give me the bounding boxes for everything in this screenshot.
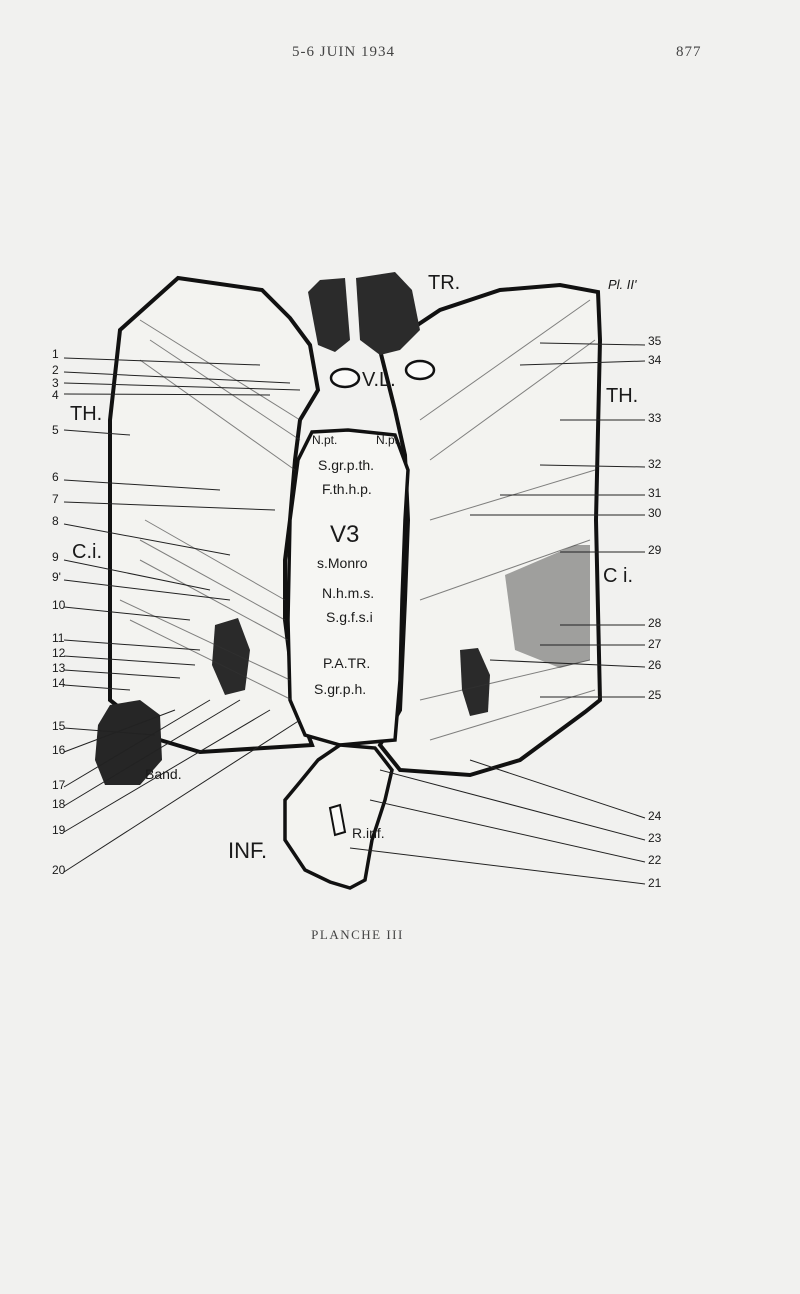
- num-right-28: 28: [648, 616, 662, 630]
- label-nhms: N.h.m.s.: [322, 585, 375, 601]
- label-band: Band.: [145, 766, 182, 782]
- vl-cavity-left: [331, 369, 359, 387]
- num-left-16: 16: [52, 743, 66, 757]
- num-left-13: 13: [52, 661, 66, 675]
- num-left-6: 6: [52, 470, 59, 484]
- label-ci-right: C i.: [603, 565, 633, 587]
- num-right-24: 24: [648, 809, 662, 823]
- label-sgfsi: S.g.f.s.i: [326, 609, 373, 625]
- label-ci-left: C.i.: [72, 541, 102, 563]
- num-left-7: 7: [52, 492, 59, 506]
- num-right-25: 25: [648, 688, 662, 702]
- label-sgrph: S.gr.p.h.: [314, 681, 367, 697]
- num-left-9prime: 9': [52, 570, 61, 584]
- label-patr: P.A.TR.: [323, 655, 371, 671]
- num-left-17: 17: [52, 778, 66, 792]
- header-date: 5-6 JUIN 1934: [292, 44, 395, 60]
- label-rinf: R.inf.: [352, 825, 385, 841]
- num-left-3: 3: [52, 376, 59, 390]
- label-tr: TR.: [428, 272, 461, 294]
- label-v3: V3: [330, 521, 360, 548]
- numbers-left: [52, 347, 66, 877]
- fornix-left-pillar: [308, 278, 350, 352]
- vl-cavity-right: [406, 361, 434, 379]
- num-left-8: 8: [52, 514, 59, 528]
- num-right-35: 35: [648, 334, 662, 348]
- label-npt-left: N.pt.: [312, 433, 338, 447]
- left-hemisphere-outline: [110, 278, 318, 752]
- label-th-right: TH.: [606, 385, 639, 407]
- num-left-15: 15: [52, 719, 66, 733]
- num-left-18: 18: [52, 797, 66, 811]
- label-sgrpth: S.gr.p.th.: [318, 457, 375, 473]
- label-inf: INF.: [228, 838, 268, 863]
- num-left-1: 1: [52, 347, 59, 361]
- num-left-20: 20: [52, 863, 66, 877]
- right-hemisphere-outline: [380, 285, 600, 775]
- label-vl: V.L.: [362, 369, 396, 391]
- num-right-31: 31: [648, 486, 662, 500]
- num-left-10: 10: [52, 598, 66, 612]
- num-left-19: 19: [52, 823, 66, 837]
- numbers-right: [648, 334, 662, 890]
- num-right-29: 29: [648, 543, 662, 557]
- num-right-26: 26: [648, 658, 662, 672]
- num-left-12: 12: [52, 646, 66, 660]
- num-left-9: 9: [52, 550, 59, 564]
- num-right-27: 27: [648, 637, 662, 651]
- num-right-23: 23: [648, 831, 662, 845]
- label-smonro: s.Monro: [317, 555, 368, 571]
- num-left-4: 4: [52, 388, 59, 402]
- num-right-32: 32: [648, 457, 662, 471]
- num-right-22: 22: [648, 853, 662, 867]
- page-number: 877: [676, 44, 702, 60]
- num-right-21: 21: [648, 876, 662, 890]
- label-th-left: TH.: [70, 403, 103, 425]
- plate-mark: Pl. II': [608, 277, 637, 292]
- label-fthhp: F.th.h.p.: [322, 481, 372, 497]
- num-right-30: 30: [648, 506, 662, 520]
- num-right-34: 34: [648, 353, 662, 367]
- num-left-5: 5: [52, 423, 59, 437]
- num-right-33: 33: [648, 411, 662, 425]
- num-left-11: 11: [52, 631, 65, 645]
- num-left-14: 14: [52, 676, 66, 690]
- figure-caption: PLANCHE III: [311, 927, 404, 942]
- label-npt-right: N.pt.: [376, 433, 402, 447]
- num-left-2: 2: [52, 363, 59, 377]
